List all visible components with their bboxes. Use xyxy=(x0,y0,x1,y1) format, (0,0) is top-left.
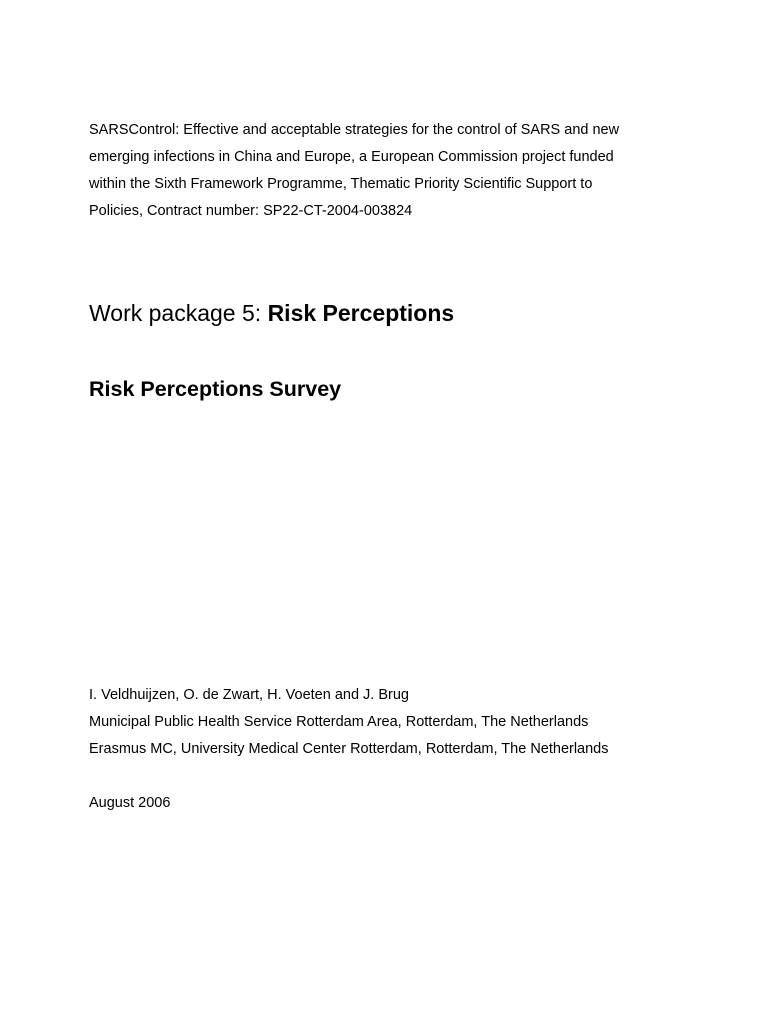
affiliation-line: Municipal Public Health Service Rotterdam Area, Rotterdam, The Netherlands xyxy=(89,714,589,730)
work-package-prefix: Work package 5: xyxy=(89,300,268,326)
survey-title: Risk Perceptions Survey xyxy=(89,377,342,401)
project-description-line: Policies, Contract number: SP22-CT-2004-003824 xyxy=(89,203,413,219)
project-description xyxy=(89,117,689,225)
author-names: I. Veldhuijzen, O. de Zwart, H. Voeten and J. Brug xyxy=(89,687,409,703)
project-description-line: emerging infections in China and Europe, a European Commission project funded xyxy=(89,149,614,165)
project-description-line: within the Sixth Framework Programme, Thematic Priority Scientific Support to xyxy=(89,176,593,192)
work-package-title: Risk Perceptions xyxy=(267,300,455,326)
project-description-line: SARSControl: Effective and acceptable strategies for the control of SARS and new xyxy=(89,122,620,138)
work-package-heading xyxy=(89,300,454,327)
authors-block xyxy=(89,682,609,763)
publication-date: August 2006 xyxy=(89,795,171,811)
affiliation-line: Erasmus MC, University Medical Center Rotterdam, Rotterdam, The Netherlands xyxy=(89,741,609,757)
